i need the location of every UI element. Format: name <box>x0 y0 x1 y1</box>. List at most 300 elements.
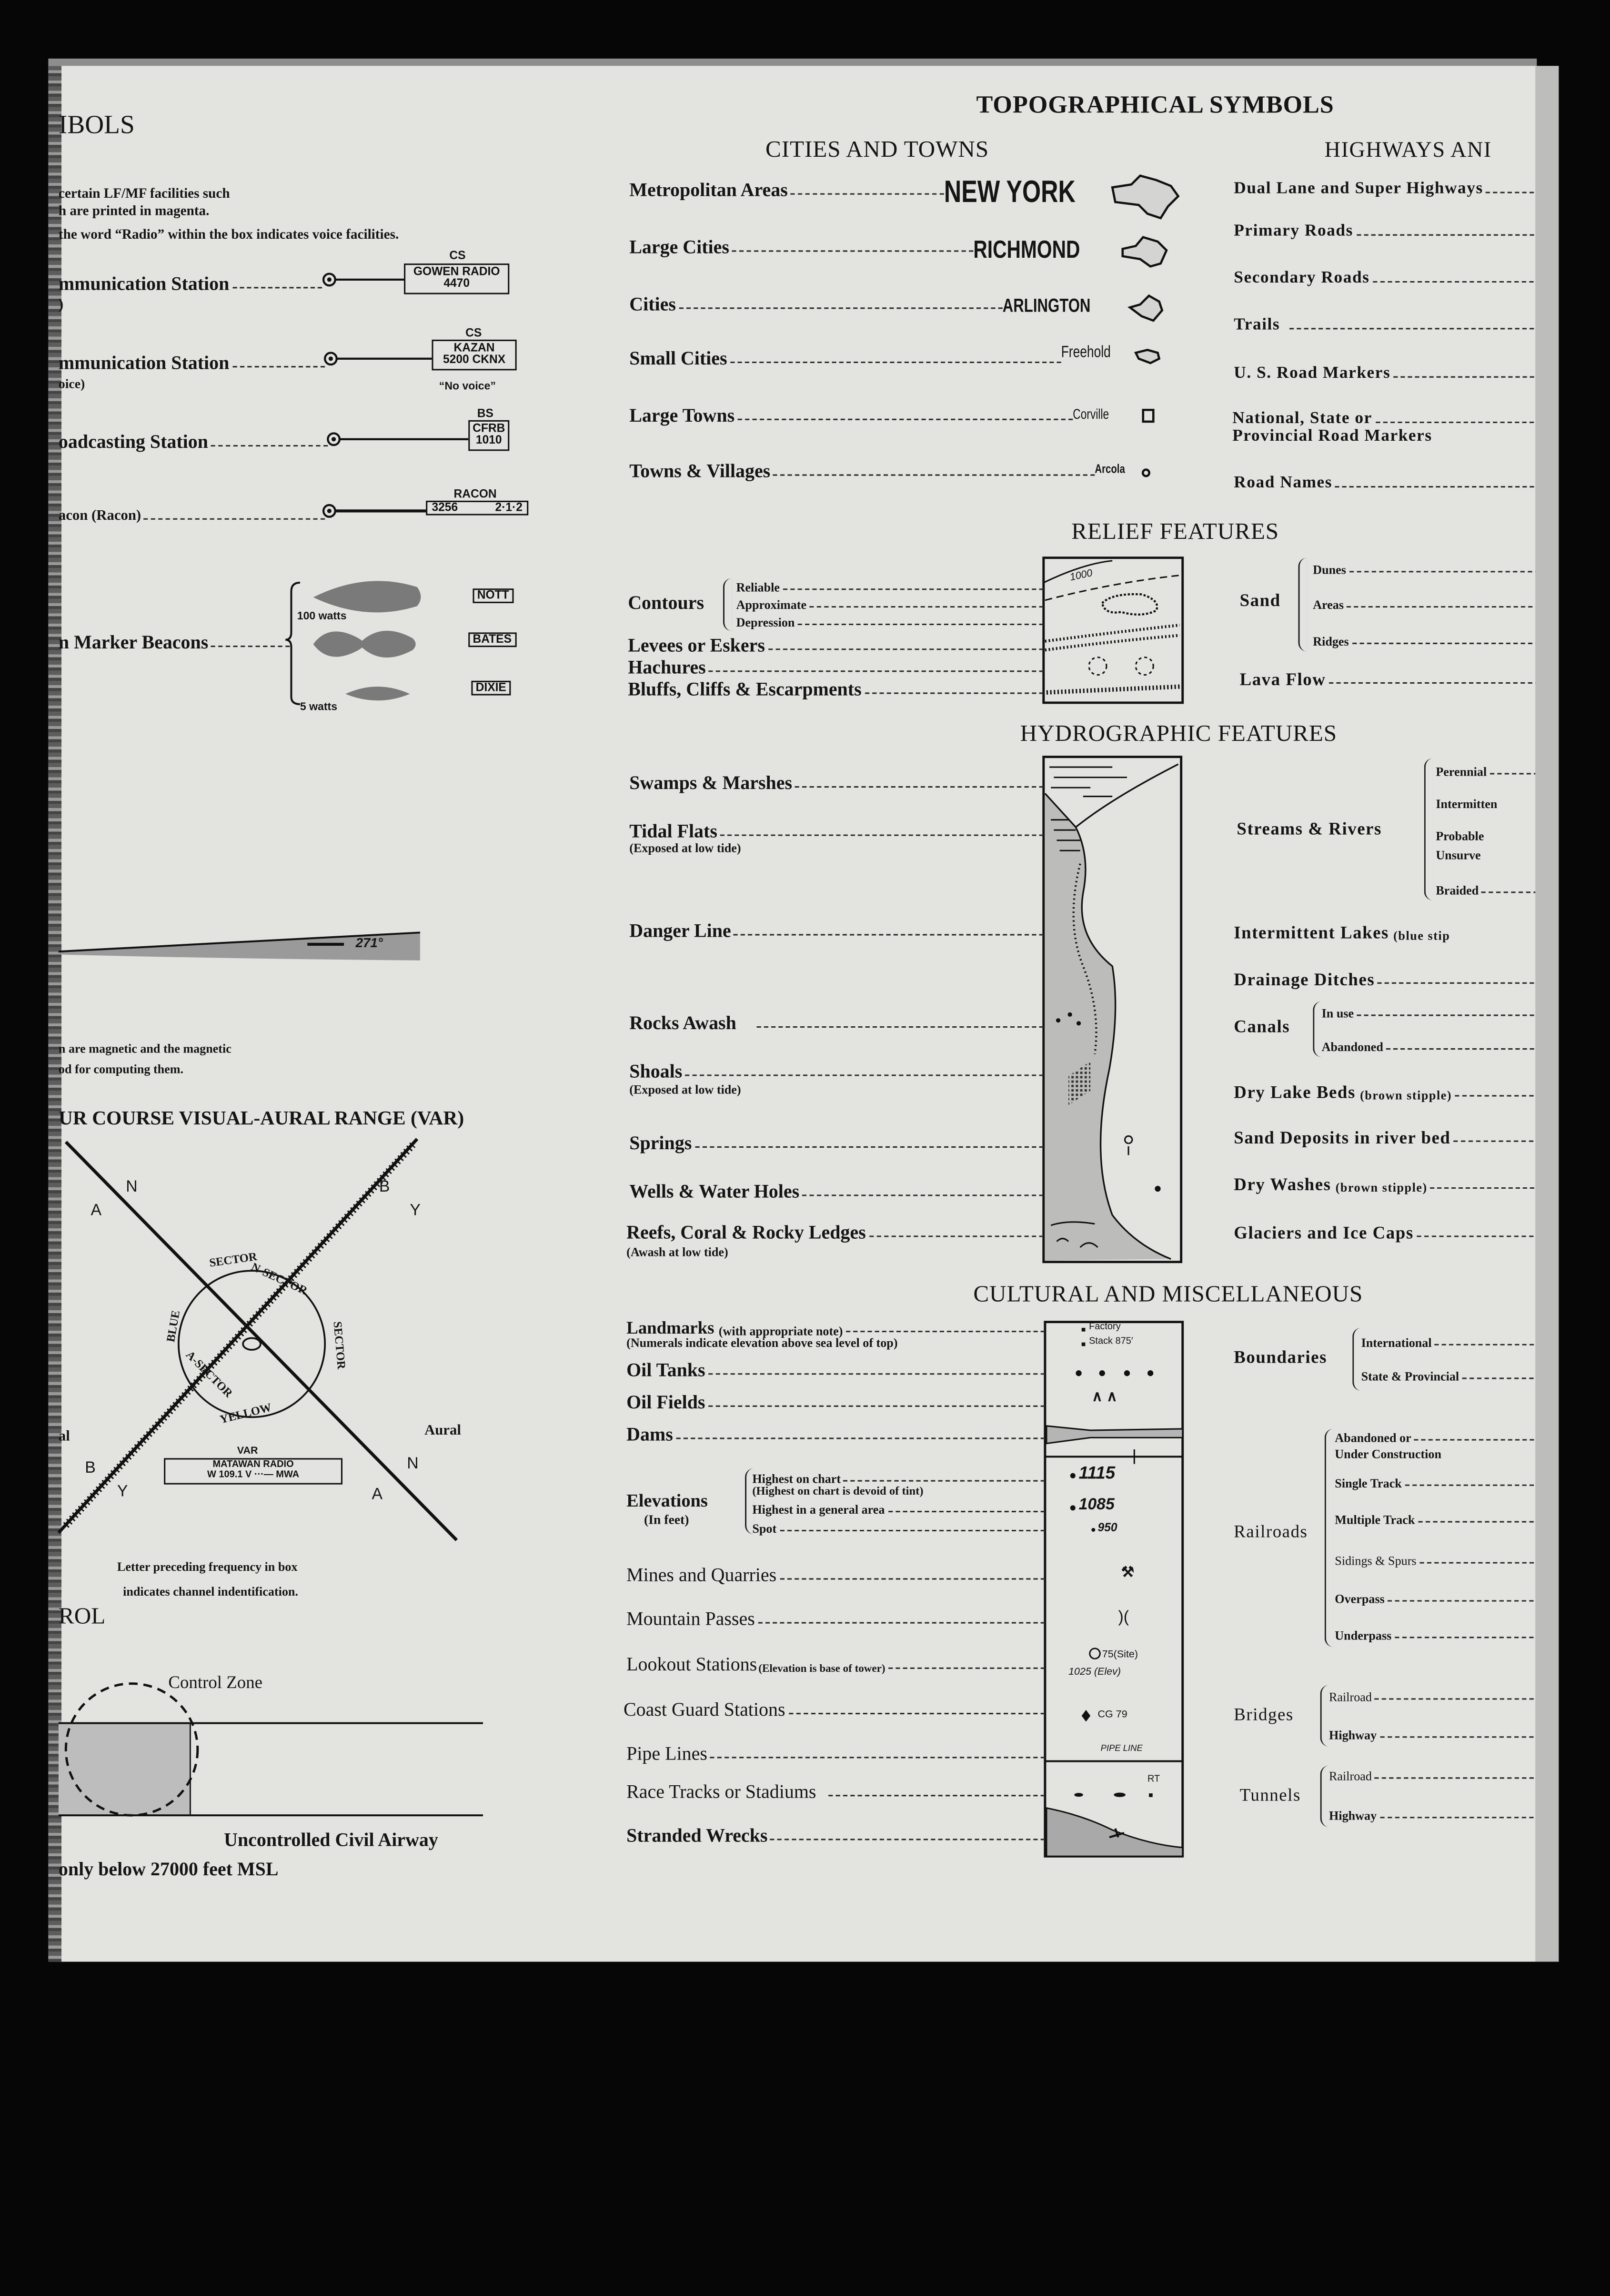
legend-label: Road Names <box>1234 474 1333 491</box>
leader-line <box>720 834 1044 836</box>
box-line: CFRB <box>473 421 505 435</box>
brace <box>1352 1328 1361 1391</box>
legend-row-sidings <box>1335 1550 1537 1567</box>
course-letter: N <box>126 1178 138 1196</box>
box-line: W 109.1 V ···— MWA <box>207 1469 300 1480</box>
legend-label: National, State or <box>1232 409 1372 427</box>
legend-row-ridges <box>1313 631 1537 647</box>
legend-label: Glaciers and Ice Caps <box>1234 1222 1414 1243</box>
legend-label: Race Tracks or Stadiums <box>626 1780 816 1802</box>
legend-label-suffix: (with appropriate note) <box>718 1323 843 1337</box>
legend-row-bridge-highway <box>1329 1725 1537 1741</box>
leader-line <box>685 1074 1043 1076</box>
legend-note: (Numerals indicate elevation above sea level of top) <box>626 1335 898 1350</box>
note-line: certain LF/MF facilities such <box>58 187 230 202</box>
legend-row-landmarks <box>626 1313 1045 1336</box>
legend-label: Railroad <box>1329 1689 1372 1704</box>
leader-line <box>1430 1187 1537 1189</box>
legend-label: Danger Line <box>629 919 731 941</box>
legend-label: Primary Roads <box>1234 222 1353 240</box>
var-section-title: UR COURSE VISUAL-AURAL RANGE (VAR) <box>58 1106 464 1129</box>
city-sample-text: ARLINGTON <box>1002 294 1091 316</box>
legend-label: Multiple Track <box>1335 1511 1415 1527</box>
legend-label: Secondary Roads <box>1234 268 1370 286</box>
leader-line <box>708 1406 1045 1407</box>
legend-row-underpass <box>1335 1625 1537 1641</box>
legend-label: Intermitten <box>1436 796 1498 811</box>
legend-row-lava-flow <box>1240 665 1537 688</box>
legend-label: Braided <box>1436 882 1479 897</box>
legend-row-single-track <box>1335 1473 1537 1489</box>
leader-line <box>758 1622 1045 1624</box>
leader-line <box>1347 606 1537 607</box>
legend-label: Underpass <box>1335 1627 1392 1642</box>
legend-row-secondary-roads <box>1234 263 1537 287</box>
box-line: 5200 CKNX <box>443 353 506 367</box>
power-label: 100 watts <box>297 609 347 622</box>
legend-label-continued: Under Construction <box>1335 1446 1442 1461</box>
legend-row-oil-fields <box>626 1388 1045 1411</box>
leader-line <box>888 1511 1045 1512</box>
legend-row-rocks-awash <box>629 1009 1044 1032</box>
note-line: od for computing them. <box>58 1061 184 1076</box>
boundaries-label: Boundaries <box>1234 1346 1327 1367</box>
railroads-label: Railroads <box>1234 1521 1308 1542</box>
contours-label: Contours <box>628 591 704 614</box>
legend-row-contour-reliable <box>736 577 1044 593</box>
section-heading-hydrographic: HYDROGRAPHIC FEATURES <box>1020 721 1338 747</box>
legend-label: Landmarks <box>626 1317 714 1338</box>
legend-note: (Highest on chart is devoid of tint) <box>752 1484 924 1498</box>
brace <box>1313 1001 1321 1057</box>
legend-row-mines <box>626 1560 1045 1584</box>
legend-label: U. S. Road Markers <box>1234 364 1391 382</box>
legend-row-bridge-railroad <box>1329 1687 1537 1703</box>
legend-label: Trails <box>1234 315 1280 334</box>
brace <box>1424 759 1433 900</box>
legend-label: Drainage Ditches <box>1234 969 1375 990</box>
legend-label: Oil Tanks <box>626 1358 705 1381</box>
leader-line <box>846 1331 1045 1332</box>
legend-label-suffix: (blue stip <box>1393 927 1450 942</box>
brace <box>1298 558 1307 652</box>
legend-row-overpass <box>1335 1588 1537 1605</box>
streams-label: Streams & Rivers <box>1237 818 1382 839</box>
legend-label: Sidings & Spurs <box>1335 1552 1417 1568</box>
landmark-sample: Stack 875′ <box>1089 1336 1133 1347</box>
legend-label: Perennial <box>1436 763 1487 779</box>
legend-label: Oil Fields <box>626 1391 705 1413</box>
legend-label: Dunes <box>1313 561 1346 577</box>
note-line: n are magnetic and the magnetic <box>58 1041 231 1056</box>
leader-line <box>1435 1344 1537 1345</box>
legend-label: Intermittent Lakes <box>1234 922 1389 943</box>
legend-label: Unsurve <box>1436 848 1481 862</box>
hachure-marks <box>1089 657 1153 675</box>
note-line: h are printed in magenta. <box>58 205 210 220</box>
leader-line <box>1357 1014 1537 1016</box>
legend-row-reefs <box>626 1218 1044 1241</box>
leader-line <box>1394 1637 1537 1638</box>
legend-row-stranded-wrecks <box>626 1821 1045 1844</box>
legend-row-sand-deposits <box>1234 1123 1537 1146</box>
legend-label: mmunication Station <box>58 272 230 294</box>
legend-label: Sand Deposits in river bed <box>1234 1127 1451 1148</box>
legend-label: Abandoned <box>1321 1039 1383 1053</box>
legend-row-oil-tanks <box>626 1355 1045 1379</box>
legend-label: International <box>1361 1334 1432 1349</box>
leader-line <box>828 1795 1045 1796</box>
station-box-header: RACON <box>453 487 497 501</box>
legend-row-contour-depression <box>736 612 1044 628</box>
sector-label: A-SECTOR <box>183 1348 235 1400</box>
beacon-ident-box: BATES <box>468 632 516 647</box>
leader-line <box>844 1480 1045 1481</box>
beacon-ident-box: NOTT <box>473 588 513 604</box>
legend-row-braided <box>1436 880 1537 896</box>
var-caption: Letter preceding frequency in box <box>117 1559 298 1574</box>
box-line: 3256 <box>432 500 458 514</box>
leader-line <box>676 1437 1045 1439</box>
legend-label: Dry Lake Beds <box>1234 1082 1356 1102</box>
leader-line <box>1414 1439 1537 1440</box>
legend-label: Ridges <box>1313 633 1349 648</box>
legend-row-dual-lane <box>1234 174 1537 198</box>
legend-label: Approximate <box>736 597 807 611</box>
leader-line <box>771 1839 1045 1840</box>
leader-line <box>709 670 1044 672</box>
course-letter: B <box>379 1178 390 1196</box>
box-line: 4470 <box>443 277 470 291</box>
relief-symbol-panel <box>1044 558 1183 703</box>
legend-label-suffix: (brown stipple) <box>1335 1179 1428 1194</box>
legend-label: Tidal Flats <box>629 819 717 842</box>
airway-note: only below 27000 feet MSL <box>58 1858 279 1880</box>
legend-label: Large Cities <box>629 235 729 258</box>
leader-line <box>1379 1736 1537 1738</box>
legend-row-shoals <box>629 1057 1044 1080</box>
legend-row-highest-on-chart <box>752 1468 1045 1485</box>
legend-label: State & Provincial <box>1361 1368 1459 1383</box>
leader-line <box>888 1668 1045 1669</box>
leader-line <box>1335 486 1537 487</box>
legend-row-pipe-lines <box>626 1739 1045 1762</box>
legend-page <box>48 66 1537 1962</box>
legend-label: Springs <box>629 1132 692 1154</box>
left-section-title: IBOLS <box>58 110 135 139</box>
elevation-sample-high: 1115 <box>1078 1462 1116 1483</box>
leader-line <box>783 588 1044 590</box>
legend-row-canal-in-use <box>1322 1003 1537 1019</box>
legend-label: Towns & Villages <box>629 459 771 482</box>
leader-line <box>1378 982 1537 984</box>
oil-tank-dots <box>1076 1370 1153 1376</box>
legend-label: Overpass <box>1335 1590 1385 1606</box>
sector-label: SECTOR <box>331 1321 348 1370</box>
legend-label: Probable <box>1436 829 1484 843</box>
course-letter: N <box>407 1455 419 1473</box>
legend-row-dams <box>626 1420 1045 1444</box>
legend-label: Rocks Awash <box>629 1011 736 1034</box>
legend-label: Bluffs, Cliffs & Escarpments <box>628 678 862 700</box>
box-line: MATAWAN RADIO <box>212 1459 294 1470</box>
leader-line <box>757 1026 1044 1028</box>
station-box-header: CS <box>449 249 466 263</box>
legend-label: Coast Guard Stations <box>623 1698 785 1720</box>
city-sample-text: Arcola <box>1095 461 1125 476</box>
leader-line <box>1418 1521 1537 1523</box>
legend-label: Wells & Water Holes <box>629 1180 800 1202</box>
leader-line <box>779 1578 1045 1579</box>
page-edge-right <box>1535 66 1559 1962</box>
legend-row-state-provincial <box>1361 1366 1537 1382</box>
legend-label: In use <box>1321 1005 1354 1020</box>
brace <box>1320 1766 1329 1827</box>
sector-label: SECTOR <box>208 1250 258 1270</box>
box-line: 1010 <box>475 434 502 447</box>
legend-label: Swamps & Marshes <box>629 771 793 794</box>
leader-line <box>1386 1048 1537 1050</box>
control-section-title: ROL <box>58 1604 106 1629</box>
legend-row-tunnel-highway <box>1329 1805 1537 1821</box>
leader-line <box>1481 891 1537 893</box>
leader-line <box>1356 234 1537 236</box>
leader-line <box>1379 1817 1537 1818</box>
legend-row-tidal-flats <box>629 817 1044 840</box>
lookout-site-sample: 75(Site) <box>1102 1649 1138 1660</box>
race-track-sample: RT <box>1147 1774 1160 1785</box>
legend-label: Reefs, Coral & Rocky Ledges <box>626 1221 866 1243</box>
leader-line <box>1486 192 1537 193</box>
legend-row-perennial <box>1436 761 1537 778</box>
legend-label: mmunication Station <box>58 351 230 374</box>
city-outline-symbols <box>1112 176 1178 476</box>
leader-line <box>1375 1698 1537 1699</box>
leader-line <box>1352 643 1537 644</box>
legend-row-road-names <box>1234 468 1537 492</box>
legend-row-race-tracks <box>626 1777 1045 1800</box>
city-sample-text: RICHMOND <box>973 235 1080 264</box>
course-bearing: 271° <box>355 935 383 951</box>
pipe-line-sample: PIPE LINE <box>1100 1745 1143 1754</box>
label-fragment: ) <box>58 297 64 314</box>
canals-label: Canals <box>1234 1016 1290 1037</box>
leader-line <box>734 934 1044 935</box>
city-sample-text: Corville <box>1073 407 1109 424</box>
elevation-sample-spot: 950 <box>1097 1521 1117 1535</box>
mine-icon: ⚒ <box>1121 1565 1135 1581</box>
box-line: GOWEN RADIO <box>413 265 500 278</box>
leader-line <box>768 648 1044 650</box>
legend-label: Large Towns <box>629 404 735 426</box>
legend-note: (Exposed at low tide) <box>629 840 741 855</box>
legend-label: Areas <box>1313 597 1344 611</box>
elevation-sample-area: 1085 <box>1078 1496 1115 1514</box>
legend-row-sand-areas <box>1313 595 1537 611</box>
legend-label: Mines and Quarries <box>626 1563 777 1586</box>
legend-label: Highway <box>1329 1807 1377 1822</box>
leader-line <box>694 1146 1043 1148</box>
legend-row-primary-roads <box>1234 217 1537 240</box>
brace <box>1325 1429 1333 1647</box>
course-letter: B <box>85 1459 96 1477</box>
legend-label: n Marker Beacons <box>58 631 209 653</box>
aural-label-fragment: al <box>58 1428 70 1445</box>
leader-line <box>1329 682 1537 684</box>
legend-row-danger-line <box>629 917 1044 940</box>
contour-value: 1000 <box>1069 568 1094 584</box>
elevations-label: Elevations <box>626 1490 708 1511</box>
legend-row-intermittent-lakes <box>1234 918 1537 941</box>
legend-label: Mountain Passes <box>626 1607 755 1629</box>
label-fragment: oice) <box>58 376 85 391</box>
sector-label: BLUE <box>164 1309 183 1343</box>
legend-row-lookout-stations <box>626 1650 1045 1673</box>
leader-line <box>865 692 1044 694</box>
leader-line <box>1375 422 1537 423</box>
legend-label-suffix: (brown stipple) <box>1360 1087 1452 1102</box>
bridges-label: Bridges <box>1234 1704 1294 1725</box>
box-line: KAZAN <box>453 341 495 354</box>
legend-row-wells <box>629 1177 1044 1200</box>
legend-label: Stranded Wrecks <box>626 1824 768 1846</box>
legend-row-bluffs <box>628 675 1044 698</box>
elevations-unit: (In feet) <box>644 1512 689 1527</box>
leader-line <box>1489 773 1537 774</box>
legend-note: (Exposed at low tide) <box>629 1082 741 1097</box>
legend-label: acon (Racon) <box>58 508 141 525</box>
legend-label: oadcasting Station <box>58 430 208 453</box>
legend-label: Small Cities <box>629 347 727 369</box>
leader-line <box>1388 1600 1537 1601</box>
legend-label: Depression <box>736 614 795 629</box>
brace <box>723 578 732 631</box>
legend-label: Highest in a general area <box>752 1501 885 1516</box>
legend-label: Abandoned or <box>1335 1429 1411 1445</box>
legend-row-dunes <box>1313 559 1537 576</box>
legend-row-rr-abandoned <box>1335 1427 1537 1444</box>
mountain-pass-icon: )( <box>1118 1608 1129 1627</box>
leader-line <box>1419 1562 1537 1564</box>
legend-row-canal-abandoned <box>1322 1036 1537 1052</box>
legend-label: Spot <box>752 1520 777 1535</box>
aural-label: Aural <box>424 1423 461 1439</box>
leader-line <box>710 1757 1045 1758</box>
legend-row-international <box>1361 1332 1537 1348</box>
city-sample-text: NEW YORK <box>944 175 1076 210</box>
legend-label: Lookout Stations <box>626 1653 757 1675</box>
leader-line <box>1462 1377 1537 1379</box>
leader-line <box>1455 1095 1537 1096</box>
legend-row-national-state <box>1232 404 1537 427</box>
section-heading-cities: CITIES AND TOWNS <box>765 137 989 163</box>
leader-line <box>1405 1485 1537 1486</box>
course-letter: Y <box>117 1483 128 1501</box>
landmark-sample: Factory <box>1089 1322 1121 1333</box>
legend-row-spot <box>752 1518 1045 1534</box>
leader-line <box>809 606 1044 607</box>
airway-label: Uncontrolled Civil Airway <box>224 1828 438 1851</box>
sector-label: YELLOW <box>218 1400 273 1426</box>
leader-line <box>1373 281 1537 283</box>
page-title: TOPOGRAPHICAL SYMBOLS <box>976 91 1334 119</box>
legend-row-contour-approximate <box>736 595 1044 611</box>
legend-row-tunnel-railroad <box>1329 1766 1537 1782</box>
control-zone-label: Control Zone <box>168 1672 263 1693</box>
leader-line <box>795 786 1044 788</box>
city-sample-text: Freehold <box>1061 344 1111 362</box>
var-caption: indicates channel indentification. <box>123 1584 298 1599</box>
legend-label: Hachures <box>628 656 706 678</box>
lookout-elev-sample: 1025 (Elev) <box>1068 1667 1121 1678</box>
leader-line <box>1417 1235 1537 1237</box>
leader-line <box>1289 328 1537 329</box>
leader-line <box>802 1194 1044 1196</box>
legend-row-levees <box>628 631 1044 654</box>
legend-row-drainage-ditches <box>1234 965 1537 988</box>
legend-row-glaciers <box>1234 1218 1537 1241</box>
legend-row-swamps <box>629 769 1044 792</box>
hydrographic-symbol-panel <box>1044 757 1181 1262</box>
legend-row-us-road-markers <box>1234 359 1537 382</box>
sector-label: N-SECTOR <box>249 1260 310 1298</box>
beacon-ident-box: DIXIE <box>471 681 511 696</box>
legend-label: Railroad <box>1329 1768 1372 1783</box>
section-heading-cultural: CULTURAL AND MISCELLANEOUS <box>973 1282 1363 1307</box>
oil-field-icon: ∧ ∧ <box>1092 1389 1117 1406</box>
note-line: the word “Radio” within the box indicates voice facilities. <box>58 228 399 243</box>
leader-line <box>1393 376 1537 378</box>
legend-label: Highway <box>1329 1727 1377 1741</box>
station-box-header: BS <box>477 407 493 420</box>
legend-row-hachures <box>628 653 1044 676</box>
legend-label: Metropolitan Areas <box>629 178 788 201</box>
legend-label: Dams <box>626 1423 673 1445</box>
power-label: 5 watts <box>300 699 338 713</box>
station-box-note: “No voice” <box>439 379 496 393</box>
marsh-lines <box>1049 767 1127 796</box>
legend-row-springs <box>629 1129 1044 1152</box>
sand-label: Sand <box>1239 590 1281 611</box>
leader-line <box>1375 1777 1537 1779</box>
var-box-header: VAR <box>237 1446 258 1457</box>
section-heading-highways: HIGHWAYS ANI <box>1324 139 1492 163</box>
leader-line <box>788 1713 1045 1714</box>
legend-label-continued: Provincial Road Markers <box>1232 427 1432 445</box>
leader-line <box>1454 1141 1537 1142</box>
legend-label: Pipe Lines <box>626 1742 707 1764</box>
legend-note: (Awash at low tide) <box>626 1244 728 1259</box>
legend-label: Dual Lane and Super Highways <box>1234 179 1483 197</box>
legend-row-multiple-track <box>1335 1509 1537 1526</box>
leader-line <box>869 1235 1044 1237</box>
leader-line <box>708 1373 1045 1375</box>
legend-label: Cities <box>629 293 676 315</box>
legend-row-trails <box>1234 310 1537 334</box>
legend-row-mountain-passes <box>626 1605 1045 1628</box>
brace <box>1320 1685 1329 1747</box>
legend-row-dry-washes <box>1234 1170 1537 1193</box>
legend-label: Single Track <box>1335 1475 1402 1490</box>
legend-label: Levees or Eskers <box>628 634 765 656</box>
legend-label: Dry Washes <box>1234 1174 1331 1195</box>
legend-label-suffix: (Elevation is base of tower) <box>758 1660 886 1674</box>
leader-line <box>798 624 1044 625</box>
legend-row-coast-guard <box>624 1695 1045 1719</box>
section-heading-relief: RELIEF FEATURES <box>1071 519 1279 545</box>
course-letter: A <box>372 1486 383 1504</box>
legend-label: Reliable <box>736 579 780 594</box>
